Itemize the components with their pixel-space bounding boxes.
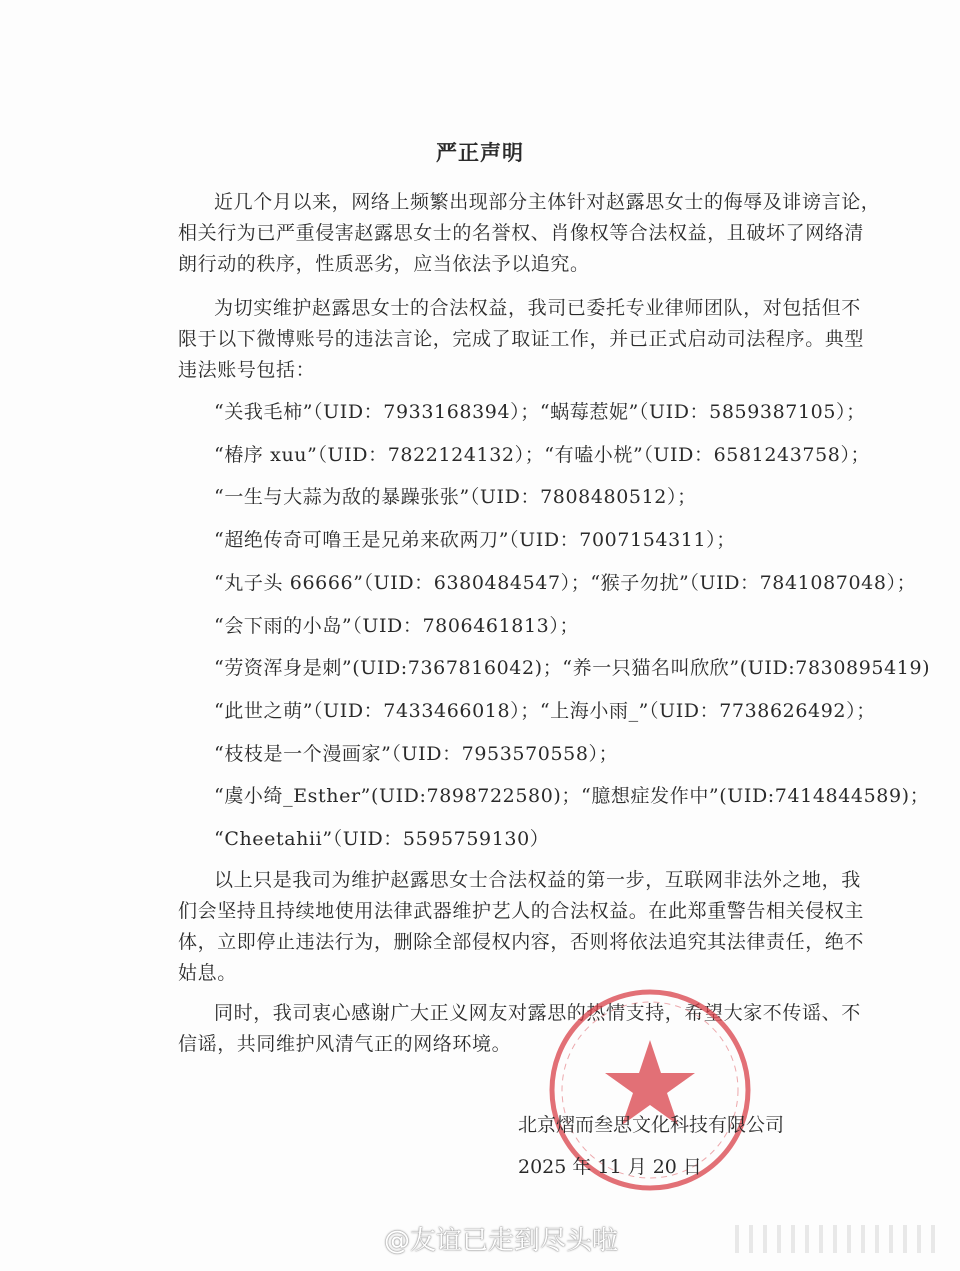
- para3-line: 姑息。: [178, 962, 237, 984]
- para2-line: 违法账号包括：: [178, 359, 316, 381]
- account-list-item: “椿序 xuu”（UID：7822124132）；“有嗑小桄”（UID：6581243758）；: [214, 444, 871, 466]
- para4-line: 信谣，共同维护风清气正的网络环境。: [178, 1033, 512, 1055]
- para2-line: 限于以下微博账号的违法言论，完成了取证工作，并已正式启动司法程序。典型: [178, 328, 865, 350]
- company-name: 北京熠而叁思文化科技有限公司: [518, 1114, 785, 1136]
- account-list-item: “此世之萌”（UID：7433466018）；“上海小雨_”（UID：7738626492）；: [214, 700, 876, 722]
- para3-line: 体，立即停止违法行为，删除全部侵权内容，否则将依法追究其法律责任，绝不: [178, 931, 865, 953]
- para2-line: 为切实维护赵露思女士的合法权益，我司已委托专业律师团队，对包括但不: [214, 297, 861, 319]
- account-list-item: “劳资浑身是刺”(UID:7367816042)；“养一只猫名叫欣欣”(UID:7830895419): [214, 657, 931, 679]
- para4-line: 同时，我司衷心感谢广大正义网友对露思的热情支持，希望大家不传谣、不: [214, 1002, 861, 1024]
- account-list-item: “虞小绮_Esther”(UID:7898722580)；“臆想症发作中”(UID:7414844589)；: [214, 785, 930, 807]
- watermark: @友谊已走到尽头啦: [384, 1226, 619, 1256]
- account-list-item: “丸子头 66666”（UID：6380484547）；“猴子勿扰”（UID：7841087048）；: [214, 572, 917, 594]
- account-list-item: “Cheetahii”（UID：5595759130）: [214, 828, 550, 850]
- account-list-item: “关我毛柿”（UID：7933168394）；“蜗莓惹妮”（UID：5859387105）；: [214, 401, 866, 423]
- watermark-decoration: [735, 1225, 935, 1253]
- para3-line: 以上只是我司为维护赵露思女士合法权益的第一步，互联网非法外之地，我: [214, 869, 861, 891]
- para1-line: 近几个月以来，网络上频繁出现部分主体针对赵露思女士的侮辱及诽谤言论，: [214, 191, 881, 213]
- signing-date: 2025 年 11 月 20 日: [518, 1156, 702, 1178]
- account-list-item: “一生与大蒜为敌的暴躁张张”（UID：7808480512）；: [214, 486, 697, 508]
- account-list-item: “超绝传奇可噜王是兄弟来砍两刀”（UID：7007154311）；: [214, 529, 736, 551]
- account-list-item: “枝枝是一个漫画家”（UID：7953570558）；: [214, 743, 619, 765]
- document-title: 严正声明: [436, 140, 524, 165]
- account-list-item: “会下雨的小岛”（UID：7806461813）；: [214, 615, 580, 637]
- para1-line: 朗行动的秩序，性质恶劣，应当依法予以追究。: [178, 253, 590, 275]
- para1-line: 相关行为已严重侵害赵露思女士的名誉权、肖像权等合法权益，且破坏了网络清: [178, 222, 865, 244]
- para3-line: 们会坚持且持续地使用法律武器维护艺人的合法权益。在此郑重警告相关侵权主: [178, 900, 865, 922]
